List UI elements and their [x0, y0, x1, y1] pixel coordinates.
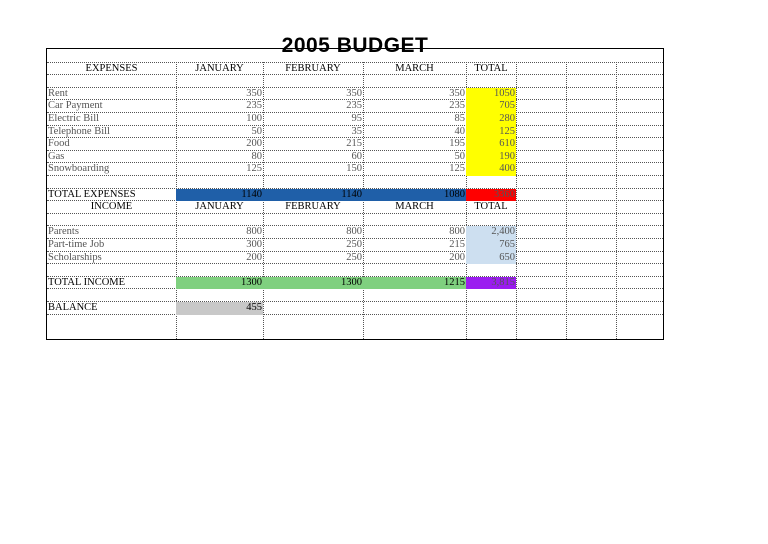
sheet-row: [47, 201, 663, 214]
sheet-row: [47, 252, 663, 265]
sheet-row: [47, 100, 663, 113]
expense-january[interactable]: 350: [246, 87, 262, 99]
income-total[interactable]: 2,400: [466, 226, 516, 239]
income-february-header[interactable]: FEBRUARY: [285, 201, 341, 213]
expense-label[interactable]: Food: [48, 138, 70, 150]
expense-total[interactable]: 190: [466, 151, 516, 164]
expense-total[interactable]: 400: [466, 163, 516, 176]
expense-total[interactable]: 280: [466, 113, 516, 126]
income-february[interactable]: 800: [346, 226, 362, 238]
expense-february[interactable]: 95: [351, 113, 362, 124]
income-label[interactable]: Parents: [48, 226, 79, 238]
income-header[interactable]: INCOME: [90, 201, 133, 213]
expenses-header[interactable]: EXPENSES: [85, 62, 138, 74]
income-january-header[interactable]: JANUARY: [195, 201, 244, 213]
expense-march[interactable]: 85: [454, 113, 465, 124]
expense-march[interactable]: 195: [449, 138, 465, 150]
sheet-row: [47, 75, 663, 88]
budget-spreadsheet: [46, 34, 664, 340]
total-header[interactable]: TOTAL: [474, 62, 508, 74]
expense-label[interactable]: Gas: [48, 150, 65, 162]
sheet-row: [47, 189, 663, 202]
total-income-january[interactable]: 1300: [176, 277, 263, 290]
sheet-row: [47, 126, 663, 139]
sheet-row: [47, 226, 663, 239]
balance-january[interactable]: 455: [176, 302, 263, 315]
income-total[interactable]: 650: [466, 252, 516, 265]
expense-label[interactable]: Snowboarding: [48, 163, 110, 175]
expense-label[interactable]: Car Payment: [48, 100, 103, 112]
income-january[interactable]: 200: [246, 251, 262, 263]
sheet-row: [47, 138, 663, 151]
expense-january[interactable]: 125: [246, 163, 262, 175]
expense-january[interactable]: 200: [246, 138, 262, 150]
income-label[interactable]: Part-time Job: [48, 239, 105, 250]
expense-january[interactable]: 80: [251, 150, 262, 162]
income-january[interactable]: 300: [246, 239, 262, 250]
sheet-row: [47, 239, 663, 252]
expense-march[interactable]: 50: [454, 150, 465, 162]
expense-january[interactable]: 50: [251, 125, 262, 137]
income-february[interactable]: 250: [346, 251, 362, 263]
total-expenses-january[interactable]: 1140: [176, 189, 263, 202]
expense-january[interactable]: 100: [246, 113, 262, 124]
income-march-header[interactable]: MARCH: [395, 201, 434, 213]
march-header[interactable]: MARCH: [395, 62, 434, 74]
expense-february[interactable]: 350: [346, 87, 362, 99]
income-march[interactable]: 200: [449, 251, 465, 263]
total-income-march[interactable]: 1215: [363, 277, 466, 290]
sheet-title: 2005 BUDGET: [281, 34, 429, 57]
expense-february[interactable]: 215: [346, 138, 362, 150]
income-february[interactable]: 250: [346, 239, 362, 250]
expense-march[interactable]: 235: [449, 100, 465, 112]
sheet-row: [47, 88, 663, 101]
total-expenses-march[interactable]: 1080: [363, 189, 466, 202]
expense-label[interactable]: Electric Bill: [48, 113, 100, 124]
sheet-row: [47, 63, 663, 76]
expense-february[interactable]: 150: [346, 163, 362, 175]
total-expenses-total[interactable]: 3360: [466, 189, 516, 202]
expense-february[interactable]: 60: [351, 150, 362, 162]
expense-total[interactable]: 1050: [466, 88, 516, 101]
income-march[interactable]: 215: [449, 239, 465, 250]
expense-label[interactable]: Rent: [48, 87, 68, 99]
total-income-february[interactable]: 1300: [263, 277, 363, 290]
expense-total[interactable]: 125: [466, 126, 516, 139]
expense-label[interactable]: Telephone Bill: [48, 125, 110, 137]
february-header[interactable]: FEBRUARY: [285, 62, 341, 74]
income-label[interactable]: Scholarships: [48, 251, 102, 263]
sheet-row: [47, 264, 663, 277]
expense-february[interactable]: 235: [346, 100, 362, 112]
expense-march[interactable]: 125: [449, 163, 465, 175]
total-income-total[interactable]: 3,815: [466, 277, 516, 290]
income-total-header[interactable]: TOTAL: [474, 201, 508, 213]
expense-march[interactable]: 350: [449, 87, 465, 99]
expense-total[interactable]: 610: [466, 138, 516, 151]
sheet-row: [47, 113, 663, 126]
total-expenses-february[interactable]: 1140: [263, 189, 363, 202]
income-total[interactable]: 765: [466, 239, 516, 252]
expense-march[interactable]: 40: [454, 125, 465, 137]
balance-label[interactable]: BALANCE: [48, 302, 98, 313]
income-january[interactable]: 800: [246, 226, 262, 238]
income-march[interactable]: 800: [449, 226, 465, 238]
january-header[interactable]: JANUARY: [195, 62, 244, 74]
expense-january[interactable]: 235: [246, 100, 262, 112]
total-expenses-label[interactable]: TOTAL EXPENSES: [48, 188, 136, 200]
expense-february[interactable]: 35: [351, 125, 362, 137]
sheet-row: [47, 214, 663, 227]
sheet-row: [47, 176, 663, 189]
total-income-label[interactable]: TOTAL INCOME: [48, 276, 126, 288]
expense-total[interactable]: 705: [466, 100, 516, 113]
sheet-row: [47, 289, 663, 302]
sheet-row: [47, 163, 663, 176]
sheet-row: [47, 302, 663, 315]
sheet-row: [47, 277, 663, 290]
sheet-row: [47, 151, 663, 164]
sheet-row: [47, 50, 663, 63]
